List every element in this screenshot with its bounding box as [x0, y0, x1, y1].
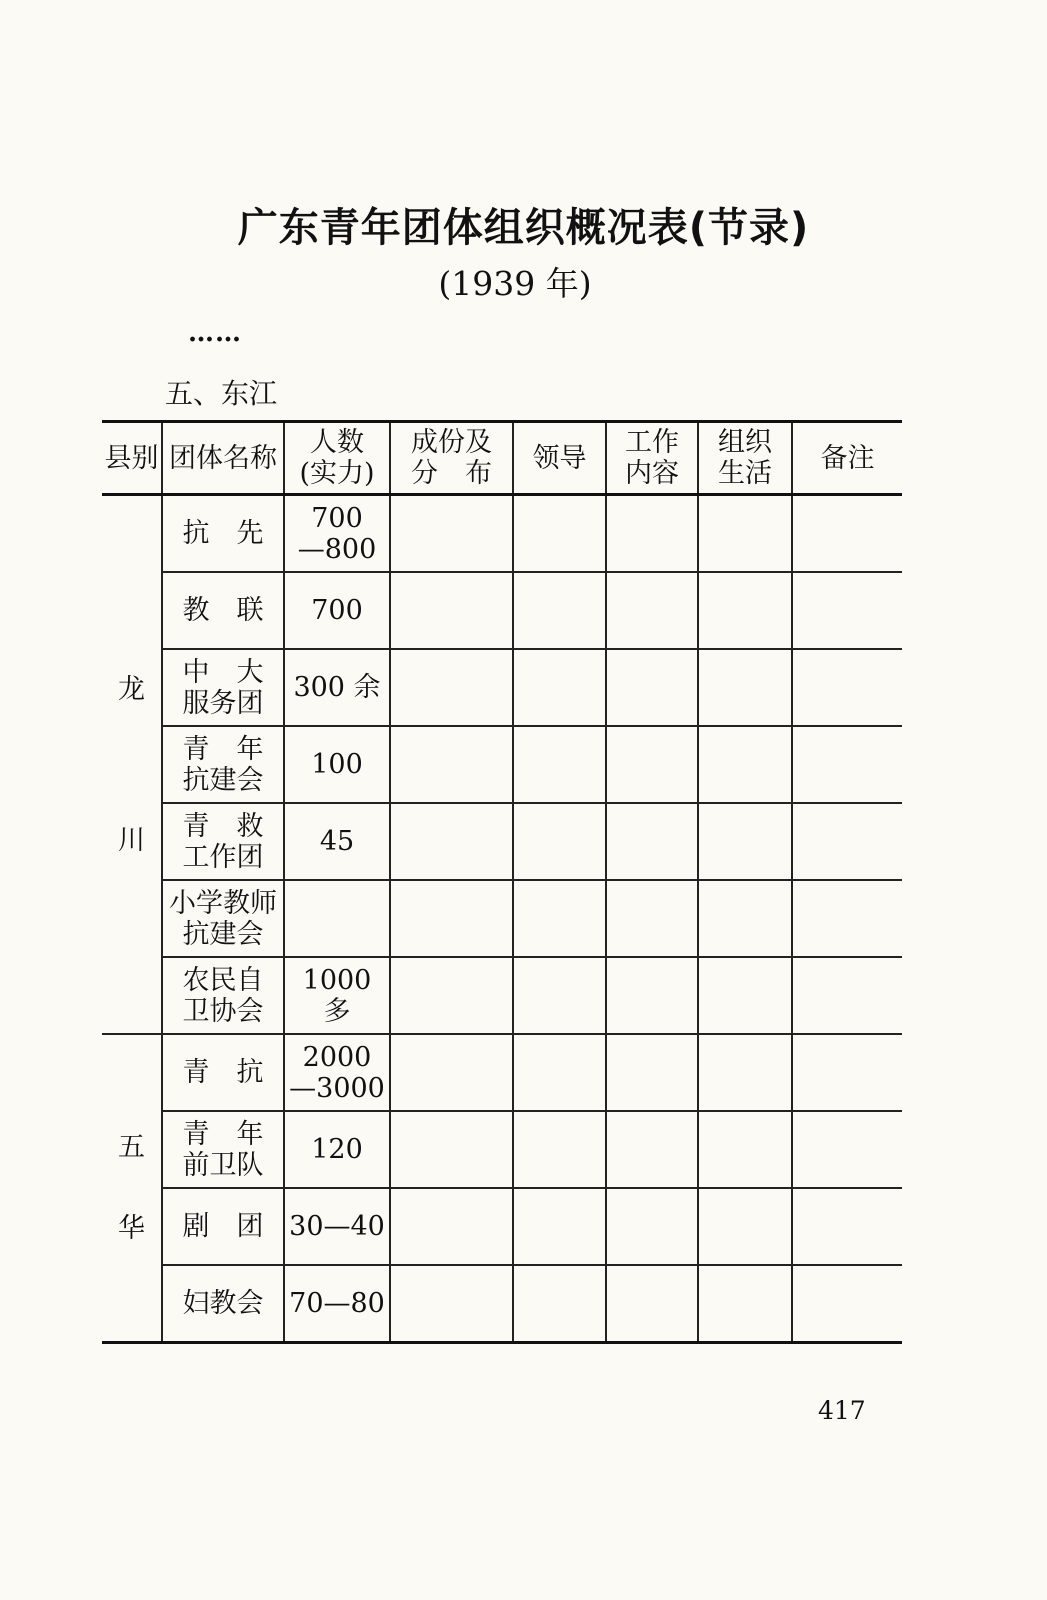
work-cell: [606, 726, 698, 803]
org-life-cell: [698, 1034, 792, 1111]
header-work: [606, 422, 698, 495]
org-name-line1: 教 联: [182, 595, 264, 626]
member-count-cell: [284, 726, 390, 803]
page-subtitle: (1939 年): [438, 264, 592, 303]
leader-cell: [513, 1188, 606, 1265]
member-count-cell: [284, 495, 390, 573]
header-members-line1: 人数: [310, 427, 364, 458]
member-count-cell: [284, 803, 390, 880]
remarks-cell: [792, 880, 902, 957]
leader-cell: [513, 572, 606, 649]
county-char: 华: [118, 1213, 145, 1244]
header-row: [102, 422, 902, 495]
org-name-line1: 青 救: [182, 810, 264, 842]
page-number: 417: [818, 1396, 866, 1425]
org-name-line1: 中 大: [182, 656, 264, 688]
org-name-line2: 服务团: [182, 687, 264, 719]
leader-cell: [513, 495, 606, 573]
header-county: 县别: [102, 422, 162, 495]
work-cell: [606, 495, 698, 573]
leader-cell: [513, 880, 606, 957]
composition-cell: [390, 649, 513, 726]
work-cell: [606, 1188, 698, 1265]
table-row: [102, 1265, 902, 1343]
header-composition: [390, 422, 513, 495]
leader-cell: [513, 803, 606, 880]
org-name-line1: 青 抗: [182, 1057, 264, 1088]
table-row: [102, 495, 902, 573]
org-life-cell: [698, 1111, 792, 1188]
member-count-line1: 300 余: [293, 672, 381, 703]
member-count-cell: [284, 572, 390, 649]
member-count-line2: —3000: [289, 1072, 385, 1104]
table-row: [102, 1188, 902, 1265]
composition-cell: [390, 1265, 513, 1343]
table-row: [102, 1111, 902, 1188]
work-cell: [606, 957, 698, 1034]
composition-cell: [390, 1188, 513, 1265]
member-count-cell: [284, 957, 390, 1034]
header-remarks: 备注: [792, 422, 902, 495]
org-name-line2: 抗建会: [182, 764, 264, 796]
county-char: 五: [118, 1132, 145, 1163]
member-count-line1: 30—40: [289, 1211, 385, 1242]
remarks-cell: [792, 495, 902, 573]
remarks-cell: [792, 649, 902, 726]
org-name-cell: [162, 572, 284, 649]
leader-cell: [513, 726, 606, 803]
remarks-cell: [792, 957, 902, 1034]
member-count-line1: 70—80: [289, 1288, 385, 1319]
org-name-cell: [162, 957, 284, 1034]
leader-cell: [513, 649, 606, 726]
org-name-cell: [162, 1265, 284, 1343]
table-row: [102, 726, 902, 803]
composition-cell: [390, 572, 513, 649]
org-name-line2: 前卫队: [182, 1149, 264, 1181]
member-count-line1: 45: [319, 826, 355, 857]
work-cell: [606, 803, 698, 880]
composition-cell: [390, 1034, 513, 1111]
member-count-cell: [284, 880, 390, 957]
work-cell: [606, 880, 698, 957]
org-life-cell: [698, 495, 792, 573]
leader-cell: [513, 1111, 606, 1188]
table-row: [102, 957, 902, 1034]
table-row: [102, 1034, 902, 1111]
org-name-line1: 农民自: [182, 964, 264, 996]
org-life-cell: [698, 957, 792, 1034]
org-name-cell: [162, 1111, 284, 1188]
org-life-cell: [698, 880, 792, 957]
header-org-life: [698, 422, 792, 495]
member-count-cell: [284, 1188, 390, 1265]
member-count-cell: [284, 1034, 390, 1111]
header-org-name: 团体名称: [162, 422, 284, 495]
org-name-line2: 抗建会: [182, 918, 264, 950]
org-life-cell: [698, 1265, 792, 1343]
county-char: 龙: [118, 673, 145, 705]
section-heading: 五、东江: [165, 377, 278, 410]
org-name-cell: [162, 880, 284, 957]
header-members-line2: (实力): [299, 458, 375, 489]
county-char: 川: [118, 824, 145, 856]
work-cell: [606, 649, 698, 726]
member-count-line1: 100: [311, 749, 363, 780]
org-life-cell: [698, 1188, 792, 1265]
remarks-cell: [792, 1188, 902, 1265]
org-name-line1: 抗 先: [182, 518, 264, 549]
composition-cell: [390, 495, 513, 573]
header-members: [284, 422, 390, 495]
org-name-cell: [162, 1188, 284, 1265]
org-life-cell: [698, 649, 792, 726]
composition-cell: [390, 957, 513, 1034]
remarks-cell: [792, 1111, 902, 1188]
org-name-line1: 青 年: [182, 1118, 264, 1150]
header-leader: 领导: [513, 422, 606, 495]
remarks-cell: [792, 1265, 902, 1343]
work-cell: [606, 1265, 698, 1343]
remarks-cell: [792, 803, 902, 880]
member-count-line1: 120: [311, 1134, 363, 1165]
table-row: [102, 649, 902, 726]
org-name-line1: 妇教会: [182, 1288, 264, 1319]
remarks-cell: [792, 572, 902, 649]
leader-cell: [513, 1265, 606, 1343]
leader-cell: [513, 1034, 606, 1111]
youth-org-table: [102, 420, 902, 1344]
member-count-cell: [284, 649, 390, 726]
org-name-cell: [162, 649, 284, 726]
work-cell: [606, 572, 698, 649]
work-cell: [606, 1034, 698, 1111]
member-count-line2: —800: [297, 533, 377, 565]
header-org-life-line2: 生活: [718, 458, 772, 489]
header-org-life-line1: 组织: [718, 427, 772, 458]
org-name-cell: [162, 495, 284, 573]
member-count-cell: [284, 1111, 390, 1188]
composition-cell: [390, 1111, 513, 1188]
member-count-cell: [284, 1265, 390, 1343]
county-cell-wuhua: [102, 1034, 162, 1343]
composition-cell: [390, 880, 513, 957]
member-count-line1: 1000 多: [302, 964, 372, 1027]
org-name-cell: [162, 803, 284, 880]
header-work-line2: 内容: [625, 458, 679, 489]
member-count-line1: 2000: [302, 1041, 372, 1073]
header-composition-line2: 分 布: [411, 458, 492, 489]
org-name-line1: 剧 团: [182, 1211, 264, 1242]
remarks-cell: [792, 1034, 902, 1111]
org-life-cell: [698, 726, 792, 803]
org-name-line1: 小学教师: [169, 887, 277, 919]
org-name-line2: 卫协会: [182, 995, 264, 1027]
table-row: [102, 880, 902, 957]
member-count-line1: 700: [311, 595, 363, 626]
table-row: [102, 803, 902, 880]
header-composition-line1: 成份及: [411, 427, 492, 458]
header-work-line1: 工作: [625, 427, 679, 458]
work-cell: [606, 1111, 698, 1188]
page-title: 广东青年团体组织概况表(节录): [237, 205, 810, 251]
table-row: [102, 572, 902, 649]
omission-mark: ……: [188, 318, 242, 348]
remarks-cell: [792, 726, 902, 803]
composition-cell: [390, 726, 513, 803]
org-name-line1: 青 年: [182, 733, 264, 765]
leader-cell: [513, 957, 606, 1034]
org-name-cell: [162, 726, 284, 803]
member-count-line1: 700: [311, 502, 363, 534]
org-life-cell: [698, 803, 792, 880]
org-name-cell: [162, 1034, 284, 1111]
org-name-line2: 工作团: [182, 841, 264, 873]
org-life-cell: [698, 572, 792, 649]
composition-cell: [390, 803, 513, 880]
county-cell-longchuan: [102, 495, 162, 1035]
